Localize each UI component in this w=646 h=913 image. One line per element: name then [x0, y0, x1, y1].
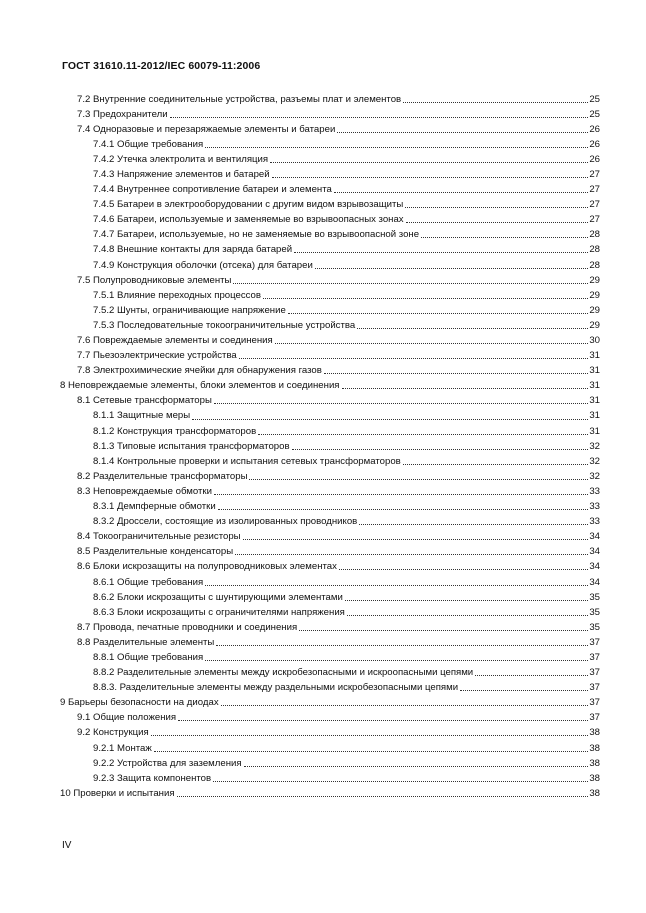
toc-entry-page: 29 — [589, 319, 600, 331]
toc-entry-title: 7.3 Предохранители — [77, 108, 168, 120]
toc-entry-title: 7.2 Внутренние соединительные устройства, разъемы плат и элементов — [77, 93, 402, 105]
toc-entry-page: 37 — [589, 682, 600, 694]
toc-leader-dots — [170, 117, 589, 118]
toc-entry-page: 38 — [589, 787, 600, 799]
toc-entry-page: 37 — [589, 697, 600, 709]
toc-entry-page: 31 — [589, 425, 600, 437]
toc-entry-title: 7.4.7 Батареи, используемые, но не заменяемые во взрывоопасной зоне — [93, 229, 420, 241]
toc-entry-title: 7.5.2 Шунты, ограничивающие напряжение — [93, 304, 286, 316]
toc-entry — [60, 348, 600, 363]
toc-entry-page: 32 — [589, 440, 600, 452]
toc-entry — [60, 605, 600, 620]
toc-entry — [60, 786, 600, 801]
toc-entry-title: 8.6.1 Общие требования — [93, 576, 204, 588]
toc-entry — [60, 635, 600, 650]
toc-leader-dots — [263, 298, 588, 299]
toc-leader-dots — [475, 675, 588, 676]
toc-entry — [60, 363, 600, 378]
toc-leader-dots — [359, 524, 588, 525]
toc-leader-dots — [294, 252, 588, 253]
toc-entry — [60, 227, 600, 242]
toc-entry — [60, 167, 600, 182]
toc-entry-title: 8.2 Разделительные трансформаторы — [77, 470, 248, 482]
toc-leader-dots — [275, 343, 589, 344]
toc-leader-dots — [205, 585, 588, 586]
toc-entry-title: 9.2.1 Монтаж — [93, 742, 152, 754]
toc-entry — [60, 408, 600, 423]
toc-entry — [60, 439, 600, 454]
toc-entry-page: 35 — [589, 606, 600, 618]
toc-entry-page: 38 — [589, 757, 600, 769]
toc-entry-title: 8.4 Токоограничительные резисторы — [77, 531, 241, 543]
toc-leader-dots — [213, 781, 588, 782]
toc-leader-dots — [249, 479, 588, 480]
toc-leader-dots — [403, 464, 589, 465]
toc-leader-dots — [339, 569, 588, 570]
toc-leader-dots — [334, 192, 589, 193]
page-number: IV — [62, 840, 72, 851]
toc-entry — [60, 741, 600, 756]
toc-entry — [60, 212, 600, 227]
toc-leader-dots — [347, 615, 588, 616]
toc-entry-title: 8.7 Провода, печатные проводники и соединения — [77, 621, 298, 633]
toc-entry-title: 7.5 Полупроводниковые элементы — [77, 274, 232, 286]
toc-entry-page: 33 — [589, 501, 600, 513]
toc-entry — [60, 756, 600, 771]
toc-entry — [60, 710, 600, 725]
toc-entry-title: 8.1.3 Типовые испытания трансформаторов — [93, 440, 290, 452]
toc-entry-title: 8.5 Разделительные конденсаторы — [77, 546, 234, 558]
toc-entry-page: 38 — [589, 727, 600, 739]
toc-entry — [60, 514, 600, 529]
toc-entry-page: 37 — [589, 636, 600, 648]
toc-entry-title: 8.6 Блоки искрозащиты на полупроводниковых элементах — [77, 561, 337, 573]
toc-entry-title: 9.1 Общие положения — [77, 712, 177, 724]
toc-leader-dots — [221, 705, 589, 706]
toc-entry-page: 25 — [589, 108, 600, 120]
toc-entry-title: 7.4.3 Напряжение элементов и батарей — [93, 168, 270, 180]
toc-entry — [60, 620, 600, 635]
toc-entry-page: 31 — [589, 380, 600, 392]
toc-entry-page: 27 — [589, 168, 600, 180]
toc-entry-page: 27 — [589, 214, 600, 226]
toc-entry-title: 7.4.5 Батареи в электрооборудовании с другим видом взрывозащиты — [93, 199, 404, 211]
toc-leader-dots — [233, 283, 588, 284]
toc-leader-dots — [205, 147, 588, 148]
toc-leader-dots — [243, 539, 589, 540]
toc-entry — [60, 393, 600, 408]
toc-entry-page: 29 — [589, 289, 600, 301]
toc-entry — [60, 499, 600, 514]
toc-entry-page: 27 — [589, 199, 600, 211]
toc-entry — [60, 378, 600, 393]
toc-entry-title: 7.5.3 Последовательные токоограничительные устройства — [93, 319, 356, 331]
toc-entry-page: 35 — [589, 621, 600, 633]
toc-entry-title: 8.8.3. Разделительные элементы между раздельными искробезопасными цепями — [93, 682, 459, 694]
toc-entry — [60, 258, 600, 273]
toc-leader-dots — [151, 735, 589, 736]
toc-leader-dots — [337, 132, 588, 133]
toc-entry — [60, 559, 600, 574]
toc-entry-title: 9 Барьеры безопасности на диодах — [60, 697, 219, 709]
toc-entry — [60, 529, 600, 544]
toc-leader-dots — [357, 328, 588, 329]
toc-entry-title: 10 Проверки и испытания — [60, 787, 175, 799]
toc-entry-page: 31 — [589, 410, 600, 422]
toc-leader-dots — [342, 388, 589, 389]
toc-leader-dots — [288, 313, 589, 314]
toc-leader-dots — [214, 494, 588, 495]
toc-entry-page: 38 — [589, 772, 600, 784]
toc-entry — [60, 575, 600, 590]
toc-entry-title: 9.2.2 Устройства для заземления — [93, 757, 242, 769]
toc-leader-dots — [218, 509, 589, 510]
toc-entry-title: 7.4.1 Общие требования — [93, 138, 204, 150]
toc-leader-dots — [403, 102, 588, 103]
toc-entry-page: 37 — [589, 651, 600, 663]
toc-entry-title: 7.6 Повреждаемые элементы и соединения — [77, 335, 273, 346]
toc-entry-title: 8.3.1 Демпферные обмотки — [93, 501, 216, 513]
toc-entry-title: 8.8 Разделительные элементы — [77, 636, 215, 648]
toc-leader-dots — [406, 222, 589, 223]
toc-entry-title: 8.3.2 Дроссели, состоящие из изолированных проводников — [93, 516, 358, 528]
toc-entry-page: 27 — [589, 184, 600, 196]
toc-entry-title: 8.1.1 Защитные меры — [93, 410, 191, 422]
toc-entry-page: 35 — [589, 591, 600, 603]
toc-entry-page: 30 — [589, 335, 600, 346]
toc-entry — [60, 303, 600, 318]
toc-entry — [60, 137, 600, 152]
toc-entry-page: 34 — [589, 531, 600, 543]
toc-entry-page: 25 — [589, 93, 600, 105]
toc-leader-dots — [244, 766, 589, 767]
toc-entry-title: 7.4.4 Внутреннее сопротивление батареи и элемента — [93, 184, 332, 196]
toc-leader-dots — [405, 207, 588, 208]
toc-entry-page: 32 — [589, 470, 600, 482]
toc-entry — [60, 107, 600, 122]
toc-entry — [60, 152, 600, 167]
toc-entry — [60, 484, 600, 499]
toc-entry — [60, 454, 600, 469]
toc-leader-dots — [315, 268, 589, 269]
toc-entry-page: 32 — [589, 455, 600, 467]
toc-leader-dots — [272, 177, 589, 178]
toc-entry — [60, 680, 600, 695]
toc-entry-title: 9.2 Конструкция — [77, 727, 149, 739]
toc-entry-title: 7.5.1 Влияние переходных процессов — [93, 289, 261, 301]
toc-entry-page: 26 — [589, 138, 600, 150]
toc-entry-title: 8.1 Сетевые трансформаторы — [77, 395, 212, 407]
toc-entry-title: 7.4.8 Внешние контакты для заряда батарей — [93, 244, 293, 256]
toc-leader-dots — [460, 690, 588, 691]
toc-leader-dots — [258, 434, 588, 435]
toc-entry-title: 7.4.2 Утечка электролита и вентиляция — [93, 153, 269, 165]
toc-leader-dots — [324, 373, 588, 374]
toc-entry-title: 8 Неповреждаемые элементы, блоки элементов и соединения — [60, 380, 340, 392]
table-of-contents — [60, 92, 600, 801]
toc-entry — [60, 197, 600, 212]
toc-entry — [60, 771, 600, 786]
toc-entry — [60, 665, 600, 680]
toc-entry-page: 31 — [589, 365, 600, 377]
toc-entry-title: 8.1.2 Конструкция трансформаторов — [93, 425, 257, 437]
toc-entry — [60, 544, 600, 559]
toc-entry-page: 31 — [589, 395, 600, 407]
toc-entry-title: 7.4.6 Батареи, используемые и заменяемые во взрывоопасных зонах — [93, 214, 404, 226]
toc-leader-dots — [178, 720, 588, 721]
toc-leader-dots — [192, 419, 588, 420]
toc-entry-page: 37 — [589, 712, 600, 724]
document-header: ГОСТ 31610.11-2012/IEC 60079-11:2006 — [62, 60, 261, 72]
toc-entry-page: 37 — [589, 667, 600, 679]
toc-entry-page: 34 — [589, 576, 600, 588]
toc-leader-dots — [154, 751, 589, 752]
toc-entry-title: 7.7 Пьезоэлектрические устройства — [77, 350, 237, 362]
toc-leader-dots — [270, 162, 588, 163]
toc-entry — [60, 288, 600, 303]
toc-leader-dots — [214, 403, 588, 404]
toc-entry — [60, 469, 600, 484]
toc-entry-page: 34 — [589, 561, 600, 573]
toc-leader-dots — [235, 554, 588, 555]
toc-entry-page: 28 — [589, 229, 600, 241]
toc-entry-title: 7.4.9 Конструкция оболочки (отсека) для батареи — [93, 259, 313, 271]
toc-entry — [60, 182, 600, 197]
toc-leader-dots — [345, 600, 588, 601]
toc-entry-page: 26 — [589, 153, 600, 165]
toc-entry-page: 29 — [589, 274, 600, 286]
toc-leader-dots — [239, 358, 589, 359]
toc-leader-dots — [292, 449, 589, 450]
toc-entry — [60, 122, 600, 137]
toc-entry — [60, 695, 600, 710]
toc-leader-dots — [205, 660, 588, 661]
toc-entry-title: 8.6.3 Блоки искрозащиты с ограничителями напряжения — [93, 606, 345, 618]
toc-entry-title: 9.2.3 Защита компонентов — [93, 772, 212, 784]
toc-leader-dots — [421, 237, 588, 238]
toc-entry-page: 26 — [589, 123, 600, 135]
toc-entry-page: 33 — [589, 516, 600, 528]
toc-entry-page: 33 — [589, 485, 600, 497]
toc-entry-title: 7.4 Одноразовые и перезаряжаемые элементы и батареи — [77, 123, 336, 135]
toc-entry-page: 31 — [589, 350, 600, 362]
toc-entry-page: 38 — [589, 742, 600, 754]
toc-leader-dots — [177, 796, 589, 797]
toc-entry-title: 8.1.4 Контрольные проверки и испытания сетевых трансформаторов — [93, 455, 401, 467]
toc-entry — [60, 590, 600, 605]
toc-entry-title: 8.8.2 Разделительные элементы между искробезопасными и искроопасными цепями — [93, 667, 474, 679]
toc-entry-page: 28 — [589, 244, 600, 256]
toc-leader-dots — [216, 645, 588, 646]
toc-entry — [60, 333, 600, 348]
toc-entry — [60, 725, 600, 740]
toc-entry — [60, 424, 600, 439]
toc-entry-page: 28 — [589, 259, 600, 271]
toc-entry — [60, 318, 600, 333]
toc-leader-dots — [299, 630, 588, 631]
toc-entry — [60, 242, 600, 257]
toc-entry-title: 7.8 Электрохимические ячейки для обнаружения газов — [77, 365, 322, 377]
toc-entry — [60, 92, 600, 107]
toc-entry-title: 8.8.1 Общие требования — [93, 651, 204, 663]
toc-entry-title: 8.6.2 Блоки искрозащиты с шунтирующими элементами — [93, 591, 343, 603]
toc-entry — [60, 273, 600, 288]
toc-entry — [60, 650, 600, 665]
toc-entry-page: 29 — [589, 304, 600, 316]
toc-entry-title: 8.3 Неповреждаемые обмотки — [77, 485, 212, 497]
toc-entry-page: 34 — [589, 546, 600, 558]
